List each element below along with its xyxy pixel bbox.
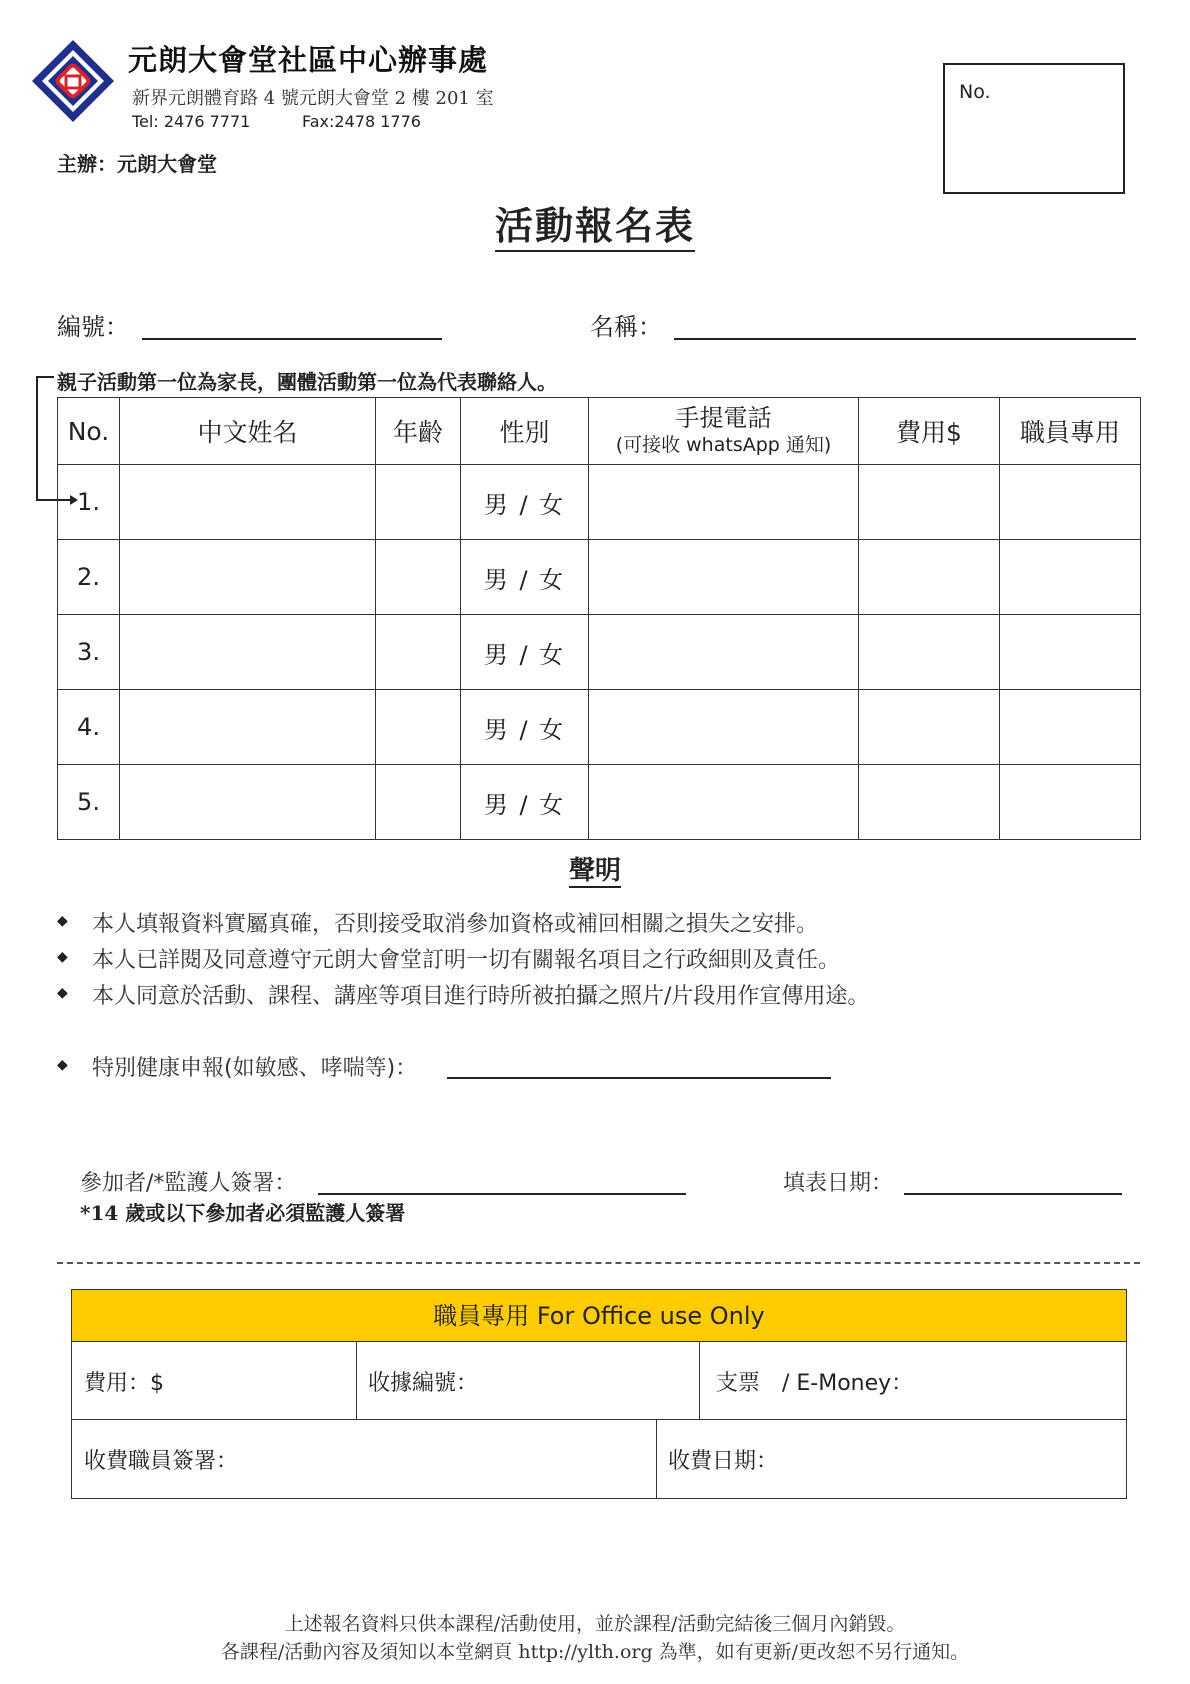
name-cell[interactable] <box>120 540 376 615</box>
phone-cell[interactable] <box>589 690 859 765</box>
staff-cell[interactable] <box>1000 465 1141 540</box>
office-divider <box>656 1419 657 1499</box>
form-number-label: No. <box>959 81 991 103</box>
bullet-icon: ◆ <box>57 985 68 1001</box>
office-payment-method[interactable]: 支票 / E-Money： <box>716 1371 914 1396</box>
organizer: 主辦：元朗大會堂 <box>57 152 217 176</box>
declaration-title-wrap <box>0 850 1190 887</box>
row-number: 4. <box>58 690 120 765</box>
fee-cell[interactable] <box>859 615 1000 690</box>
header-gender: 性別 <box>461 398 589 465</box>
phone-cell[interactable] <box>589 615 859 690</box>
form-title-wrap <box>0 195 1190 250</box>
age-cell[interactable] <box>376 540 461 615</box>
gender-cell[interactable]: 男 / 女 <box>461 465 589 540</box>
fee-cell[interactable] <box>859 690 1000 765</box>
header-phone <box>589 398 859 465</box>
bullet-icon: ◆ <box>57 1057 68 1073</box>
table-row <box>58 540 1141 615</box>
registration-table <box>57 397 1141 840</box>
office-use-box <box>71 1289 1127 1499</box>
table-row <box>58 765 1141 840</box>
form-number-box[interactable] <box>943 63 1125 194</box>
header-phone-line1: 手提電話 <box>675 404 772 432</box>
age-cell[interactable] <box>376 765 461 840</box>
signature-field[interactable] <box>318 1193 686 1195</box>
fill-date-field[interactable] <box>904 1193 1122 1195</box>
table-note: 親子活動第一位為家長，團體活動第一位為代表聯絡人。 <box>57 370 557 394</box>
header-age: 年齡 <box>376 398 461 465</box>
footer-line-2: 各課程/活動內容及須知以本堂網頁 http://ylth.org 為準，如有更新/更改恕不另行通知。 <box>220 1641 970 1663</box>
office-divider <box>356 1342 357 1419</box>
phone-cell[interactable] <box>589 765 859 840</box>
cut-line <box>57 1262 1140 1264</box>
header-chinese-name: 中文姓名 <box>120 398 376 465</box>
header-phone-line2: (可接收 whatsApp 通知) <box>615 434 832 456</box>
office-divider <box>699 1342 700 1419</box>
org-tel: Tel: 2476 7771 <box>132 112 251 131</box>
office-staff-signature[interactable]: 收費職員簽署： <box>84 1449 239 1474</box>
fee-cell[interactable] <box>859 540 1000 615</box>
health-label: 特別健康申報(如敏感、哮喘等)： <box>92 1056 418 1081</box>
table-header-row <box>58 398 1141 465</box>
gender-cell[interactable]: 男 / 女 <box>461 765 589 840</box>
table-row <box>58 615 1141 690</box>
organization-logo <box>30 38 116 124</box>
declaration-item: 本人同意於活動、課程、講座等項目進行時所被拍攝之照片/片段用作宣傳用途。 <box>92 984 870 1009</box>
code-field[interactable] <box>142 338 442 340</box>
bullet-icon: ◆ <box>57 913 68 929</box>
bullet-icon: ◆ <box>57 949 68 965</box>
gender-cell[interactable]: 男 / 女 <box>461 690 589 765</box>
staff-cell[interactable] <box>1000 690 1141 765</box>
row-number: 1. <box>58 465 120 540</box>
staff-cell[interactable] <box>1000 540 1141 615</box>
org-fax: Fax:2478 1776 <box>302 112 421 131</box>
office-receipt-number[interactable]: 收據編號： <box>368 1371 479 1396</box>
name-cell[interactable] <box>120 615 376 690</box>
age-cell[interactable] <box>376 690 461 765</box>
table-row <box>58 465 1141 540</box>
footer-line-1: 上述報名資料只供本課程/活動使用，並於課程/活動完結後三個月內銷毀。 <box>284 1613 906 1635</box>
org-address: 新界元朗體育路 4 號元朗大會堂 2 樓 201 室 <box>132 88 494 109</box>
gender-cell[interactable]: 男 / 女 <box>461 540 589 615</box>
phone-cell[interactable] <box>589 540 859 615</box>
activity-name-label: 名稱： <box>590 313 662 341</box>
code-label: 編號： <box>57 313 129 341</box>
declaration-item: 本人已詳閱及同意遵守元朗大會堂訂明一切有關報名項目之行政細則及責任。 <box>92 948 841 973</box>
table-row <box>58 690 1141 765</box>
form-title: 活動報名表 <box>495 203 695 252</box>
row-number: 2. <box>58 540 120 615</box>
name-cell[interactable] <box>120 465 376 540</box>
header-fee: 費用$ <box>859 398 1000 465</box>
name-cell[interactable] <box>120 690 376 765</box>
health-field[interactable] <box>447 1077 831 1079</box>
office-fee[interactable]: 費用：$ <box>84 1371 164 1396</box>
name-cell[interactable] <box>120 765 376 840</box>
fee-cell[interactable] <box>859 765 1000 840</box>
fill-date-label: 填表日期： <box>783 1171 894 1196</box>
age-cell[interactable] <box>376 465 461 540</box>
row-number: 5. <box>58 765 120 840</box>
signature-note: *14 歲或以下參加者必須監護人簽署 <box>80 1201 406 1225</box>
office-use-title: 職員專用 For Office use Only <box>72 1290 1126 1342</box>
phone-cell[interactable] <box>589 465 859 540</box>
staff-cell[interactable] <box>1000 615 1141 690</box>
row-number: 3. <box>58 615 120 690</box>
header-staff: 職員專用 <box>1000 398 1141 465</box>
office-payment-date[interactable]: 收費日期： <box>668 1449 779 1474</box>
gender-cell[interactable]: 男 / 女 <box>461 615 589 690</box>
fee-cell[interactable] <box>859 465 1000 540</box>
org-name: 元朗大會堂社區中心辦事處 <box>128 43 489 77</box>
declaration-title: 聲明 <box>568 856 621 886</box>
declaration-item: 本人填報資料實屬真確，否則接受取消參加資格或補回相關之損失之安排。 <box>92 912 819 937</box>
header-no: No. <box>58 398 120 465</box>
office-divider <box>72 1419 1126 1420</box>
staff-cell[interactable] <box>1000 765 1141 840</box>
activity-name-field[interactable] <box>674 338 1136 340</box>
age-cell[interactable] <box>376 615 461 690</box>
signature-label: 參加者/*監護人簽署： <box>80 1171 297 1196</box>
